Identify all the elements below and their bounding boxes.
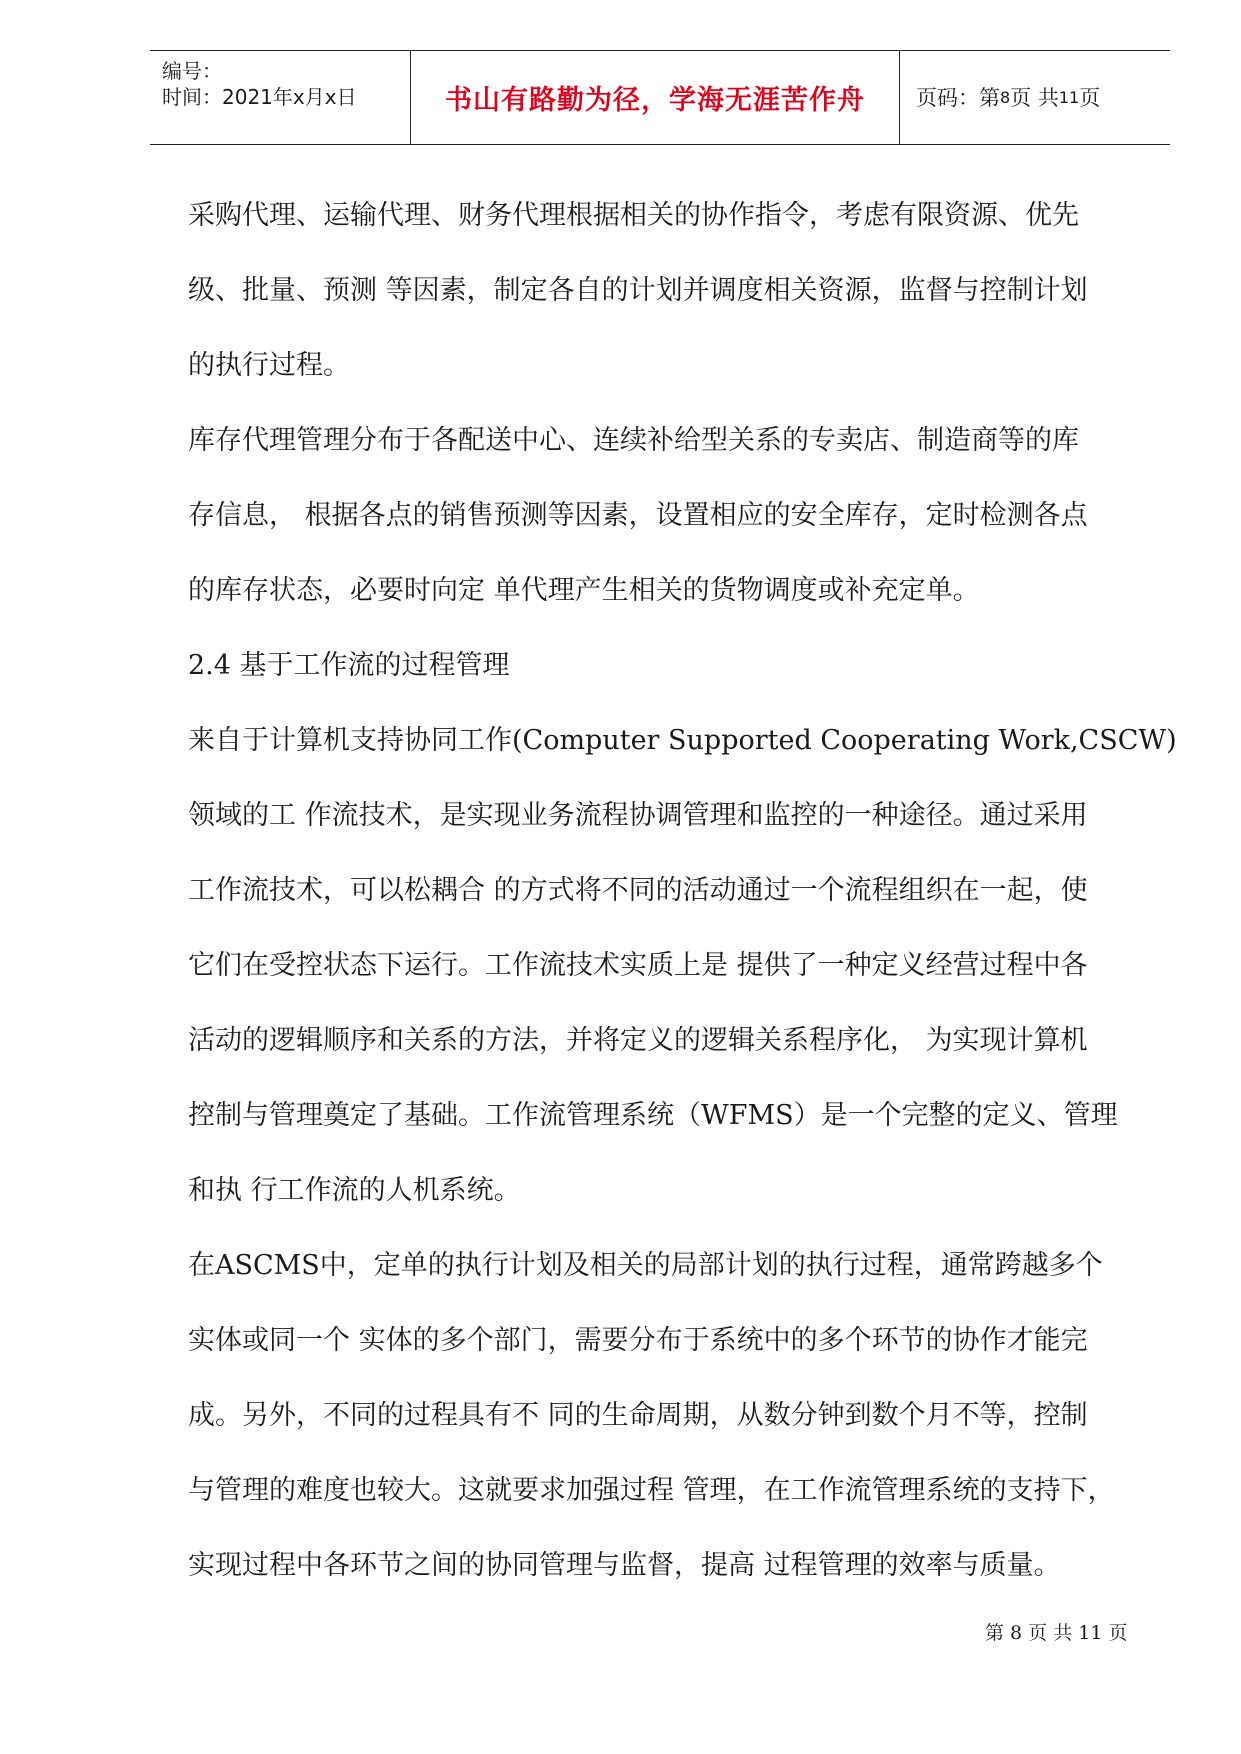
page-header: [150, 50, 1170, 145]
body-line: 存信息， 根据各点的销售预测等因素，设置相应的安全库存，定时检测各点: [188, 500, 1088, 531]
body-line: 活动的逻辑顺序和关系的方法，并将定义的逻辑关系程序化， 为实现计算机: [188, 1025, 1088, 1056]
body-line: 来自于计算机支持协同工作(Computer Supported Cooperating Work,CSCW): [188, 725, 1177, 756]
body-line: 的执行过程。: [188, 350, 350, 381]
page-prefix: 页码：第: [916, 86, 1000, 110]
body-line: 它们在受控状态下运行。工作流技术实质上是 提供了一种定义经营过程中各: [188, 950, 1088, 981]
header-page-cell: [900, 50, 1170, 144]
body-line: 库存代理管理分布于各配送中心、连续补给型关系的专卖店、制造商等的库: [188, 425, 1079, 456]
page-mid: 页 共: [1010, 86, 1059, 110]
body-line: 领域的工 作流技术，是实现业务流程协调管理和监控的一种途径。通过采用: [188, 800, 1088, 831]
body-line: 实体或同一个 实体的多个部门，需要分布于系统中的多个环节的协作才能完: [188, 1325, 1088, 1356]
header-info-cell: [150, 50, 410, 144]
body-line: 实现过程中各环节之间的协同管理与监督，提高 过程管理的效率与质量。: [188, 1550, 1061, 1581]
body-line: 级、批量、预测 等因素，制定各自的计划并调度相关资源，监督与控制计划: [188, 275, 1088, 306]
body-line: 的库存状态，必要时向定 单代理产生相关的货物调度或补充定单。: [188, 575, 980, 606]
page-suffix: 页: [1079, 86, 1101, 110]
body-line: 在ASCMS中，定单的执行计划及相关的局部计划的执行过程，通常跨越多个: [188, 1250, 1103, 1281]
body-line: 采购代理、运输代理、财务代理根据相关的协作指令，考虑有限资源、优先: [188, 200, 1079, 231]
body-line: 成。另外，不同的过程具有不 同的生命周期，从数分钟到数个月不等，控制: [188, 1400, 1088, 1431]
page-current-number: 8: [1000, 87, 1011, 107]
body-line: 和执 行工作流的人机系统。: [188, 1175, 521, 1206]
body-line: 与管理的难度也较大。这就要求加强过程 管理，在工作流管理系统的支持下，: [188, 1475, 1115, 1506]
header-motto-cell: [410, 50, 900, 144]
body-line: 控制与管理奠定了基础。工作流管理系统（WFMS）是一个完整的定义、管理: [188, 1100, 1118, 1131]
section-heading: 2.4 基于工作流的过程管理: [188, 650, 510, 681]
page-footer: 第 8 页 共 11 页: [985, 1622, 1128, 1644]
page-total-number: 11: [1058, 87, 1080, 107]
document-number-label: 编号：: [162, 59, 222, 83]
body-line: 工作流技术，可以松耦合 的方式将不同的活动通过一个流程组织在一起，使: [188, 875, 1088, 906]
document-time-label: 时间：2021年x月x日: [162, 85, 357, 109]
document-body: [188, 178, 1177, 1603]
header-motto: 书山有路勤为径，学海无涯苦作舟: [445, 84, 865, 116]
